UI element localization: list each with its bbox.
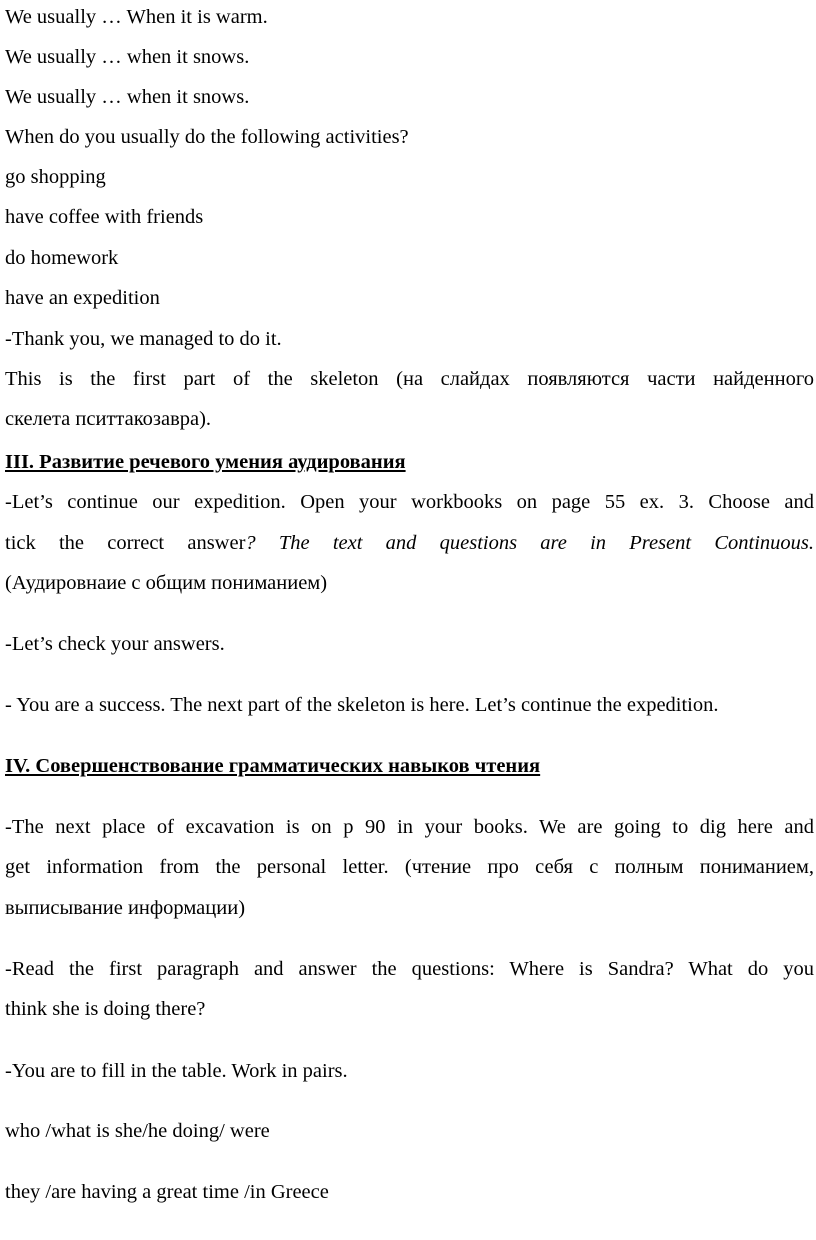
text-line: they /are having a great time /in Greece bbox=[5, 1181, 329, 1203]
text-line: - You are a success. The next part of the skeleton is here. Let’s continue the expedition. bbox=[5, 694, 719, 716]
text-line: выписывание информации) bbox=[5, 897, 246, 919]
activity-item: go shopping bbox=[5, 166, 106, 188]
text-line: think she is doing there? bbox=[5, 998, 206, 1020]
text-line: (Аудировнаие с общим пониманием) bbox=[5, 572, 328, 594]
text-line: We usually … when it snows. bbox=[5, 86, 250, 108]
activity-item: do homework bbox=[5, 247, 119, 269]
activity-item: have an expedition bbox=[5, 287, 160, 309]
text-line: -You are to fill in the table. Work in pairs. bbox=[5, 1060, 348, 1082]
text-line: We usually … when it snows. bbox=[5, 46, 250, 68]
text-line: -Let’s continue our expedition. Open your workbooks on page 55 ex. 3. Choose and bbox=[5, 491, 814, 513]
text-line bbox=[5, 530, 814, 556]
text-line: -Read the first paragraph and answer the questions: Where is Sandra? What do you bbox=[5, 958, 814, 980]
text-line: -The next place of excavation is on p 90 in your books. We are going to dig here and bbox=[5, 816, 814, 838]
activity-item: have coffee with friends bbox=[5, 206, 204, 228]
text-line: -Thank you, we managed to do it. bbox=[5, 328, 282, 350]
text-fragment: tick the correct answer bbox=[5, 532, 246, 554]
question-line: When do you usually do the following activities? bbox=[5, 126, 409, 148]
section-heading: IV. Совершенствование грамматических навыков чтения bbox=[5, 755, 541, 777]
text-line: скелета пситтакозавра). bbox=[5, 408, 212, 430]
text-line: -Let’s check your answers. bbox=[5, 633, 225, 655]
text-line: get information from the personal letter. (чтение про себя с полным пониманием, bbox=[5, 856, 814, 878]
text-line: We usually … When it is warm. bbox=[5, 6, 268, 28]
text-line: who /what is she/he doing/ were bbox=[5, 1120, 270, 1142]
italic-note: ? The text and questions are in Present Continuous. bbox=[245, 532, 814, 554]
section-heading: III. Развитие речевого умения аудирования bbox=[5, 451, 406, 473]
text-line: This is the first part of the skeleton (на слайдах появляются части найденного bbox=[5, 368, 814, 390]
